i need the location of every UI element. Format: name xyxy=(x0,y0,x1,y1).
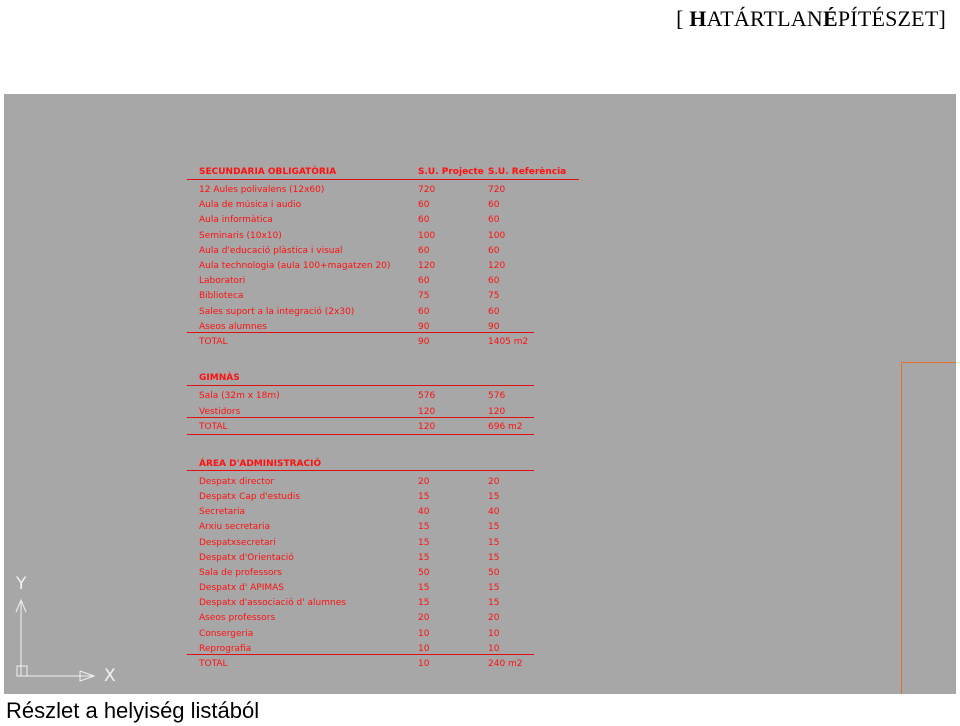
room-name: Laboratori xyxy=(199,276,246,287)
table-row xyxy=(199,420,579,434)
reference-area: 15 xyxy=(488,522,500,533)
reference-area: 60 xyxy=(488,200,500,211)
project-area: 100 xyxy=(418,230,436,241)
reference-area: 120 xyxy=(488,261,506,271)
project-area: 90 xyxy=(418,321,430,332)
project-area: 60 xyxy=(418,200,430,211)
room-name: Aula informàtica xyxy=(199,215,273,226)
room-name: Aula d'educació plàstica i visual xyxy=(199,245,343,256)
column-header: S.U. Referència xyxy=(488,167,567,177)
project-area: 60 xyxy=(418,245,430,256)
adjacent-frame xyxy=(901,362,956,694)
reference-area: 60 xyxy=(488,276,500,287)
project-area: 10 xyxy=(418,628,430,639)
table-row xyxy=(199,259,579,273)
room-name: Aula de música i audio xyxy=(199,200,302,211)
project-area: 10 xyxy=(418,643,430,654)
axis-label-x: X xyxy=(104,666,116,686)
project-area: 15 xyxy=(418,537,430,548)
project-area: 15 xyxy=(418,598,430,609)
table-row xyxy=(199,551,579,565)
project-area: 10 xyxy=(418,658,430,669)
reference-area: 576 xyxy=(488,391,506,401)
reference-area: 1405 m2 xyxy=(488,337,529,347)
total-rule xyxy=(187,654,534,655)
section-title-administracio: ÁREA D'ADMINISTRACIÓ xyxy=(199,459,322,469)
room-name: Despatxsecretari xyxy=(199,537,276,548)
table-row xyxy=(199,596,579,610)
table-row xyxy=(199,289,579,303)
reference-area: 15 xyxy=(488,537,500,548)
section-end-rule xyxy=(187,434,534,435)
header-bracket-close: ] xyxy=(938,6,946,31)
project-area: 120 xyxy=(418,422,436,432)
room-name: Reprografia xyxy=(199,643,252,654)
project-area: 20 xyxy=(418,477,430,487)
header-letter-e: É xyxy=(823,6,838,31)
reference-area: 15 xyxy=(488,598,500,609)
table-row xyxy=(199,335,579,349)
table-row xyxy=(199,611,579,625)
reference-area: 15 xyxy=(488,583,500,594)
room-name: Despatx d' APIMAS xyxy=(199,583,285,594)
document-header xyxy=(676,6,946,32)
room-name: Vestidors xyxy=(199,407,241,417)
section-title-gimnas: GIMNÀS xyxy=(199,373,240,383)
table-row xyxy=(199,198,579,212)
reference-area: 720 xyxy=(488,185,506,195)
reference-area: 10 xyxy=(488,643,500,654)
project-area: 120 xyxy=(418,407,436,417)
project-area: 60 xyxy=(418,215,430,226)
reference-area: 696 m2 xyxy=(488,422,523,432)
header-bracket-open: [ xyxy=(676,6,690,31)
reference-area: 40 xyxy=(488,507,500,518)
column-header: S.U. Projecte xyxy=(418,167,484,177)
column-header: SECUNDARIA OBLIGATÒRIA xyxy=(199,167,337,177)
room-name: Sala (32m x 18m) xyxy=(199,391,280,401)
table-row xyxy=(199,475,579,489)
reference-area: 90 xyxy=(488,321,500,332)
room-name: Consergeria xyxy=(199,628,254,639)
reference-area: 20 xyxy=(488,477,500,487)
table-header xyxy=(199,165,579,179)
reference-area: 100 xyxy=(488,230,506,241)
reference-area: 20 xyxy=(488,613,500,624)
reference-area: 10 xyxy=(488,628,500,639)
header-letter-h: H xyxy=(689,6,707,31)
total-rule xyxy=(187,417,534,418)
section-rule xyxy=(187,470,534,471)
table-row xyxy=(199,657,579,671)
room-name: Despatx director xyxy=(199,477,275,487)
room-name: 12 Aules polivalens (12x60) xyxy=(199,185,325,195)
table-row xyxy=(199,229,579,243)
table-row xyxy=(199,213,579,227)
project-area: 15 xyxy=(418,492,430,503)
project-area: 15 xyxy=(418,522,430,533)
table-row xyxy=(199,274,579,288)
project-area: 720 xyxy=(418,185,436,195)
table-row xyxy=(199,581,579,595)
project-area: 20 xyxy=(418,613,430,624)
reference-area: 120 xyxy=(488,407,506,417)
room-name: Sala de professors xyxy=(199,567,282,578)
room-name: Seminaris (10x10) xyxy=(199,230,282,241)
table-row xyxy=(199,520,579,534)
reference-area: 15 xyxy=(488,552,500,563)
room-name: Despatx Cap d'estudis xyxy=(199,492,301,503)
project-area: 50 xyxy=(418,567,430,578)
header-word-atartlan: ATÁRTLAN xyxy=(706,6,823,31)
project-area: 60 xyxy=(418,276,430,287)
reference-area: 60 xyxy=(488,245,500,256)
project-area: 15 xyxy=(418,552,430,563)
section-rule xyxy=(187,385,534,386)
header-word-pitsezet: PÍTÉSZET xyxy=(837,6,939,31)
table-row xyxy=(199,505,579,519)
table-row xyxy=(199,566,579,580)
project-area: 60 xyxy=(418,306,430,317)
project-area: 576 xyxy=(418,391,436,401)
table-row xyxy=(199,536,579,550)
reference-area: 50 xyxy=(488,567,500,578)
table-row xyxy=(199,183,579,197)
room-name: Despatx d'Orientació xyxy=(199,552,294,563)
table-row xyxy=(199,244,579,258)
reference-area: 60 xyxy=(488,306,500,317)
room-name: TOTAL xyxy=(199,658,228,669)
reference-area: 75 xyxy=(488,291,500,302)
room-name: Secretaria xyxy=(199,507,245,518)
figure-caption: Részlet a helyiség listából xyxy=(6,698,260,723)
project-area: 75 xyxy=(418,291,430,302)
room-name: TOTAL xyxy=(199,422,228,432)
reference-area: 15 xyxy=(488,492,500,503)
room-name: Sales suport a la integració (2x30) xyxy=(199,306,355,317)
reference-area: 240 m2 xyxy=(488,658,523,669)
room-name: Aseos professors xyxy=(199,613,276,624)
room-name: Arxiu secretaria xyxy=(199,522,270,533)
room-name: Aula technologia (aula 100+magatzen 20) xyxy=(199,261,391,271)
room-name: Despatx d'associació d' alumnes xyxy=(199,598,346,609)
project-area: 120 xyxy=(418,261,436,271)
axis-label-y: Y xyxy=(16,574,27,594)
room-name: Aseos alumnes xyxy=(199,321,267,332)
header-rule xyxy=(187,179,579,180)
table-row xyxy=(199,627,579,641)
cad-drawing xyxy=(4,94,956,694)
reference-area: 60 xyxy=(488,215,500,226)
table-row xyxy=(199,389,579,403)
room-name: TOTAL xyxy=(199,337,228,347)
table-row xyxy=(199,490,579,504)
table-row xyxy=(199,305,579,319)
room-name: Biblioteca xyxy=(199,291,244,302)
project-area: 15 xyxy=(418,583,430,594)
total-rule xyxy=(187,332,534,333)
project-area: 90 xyxy=(418,337,430,347)
project-area: 40 xyxy=(418,507,430,518)
